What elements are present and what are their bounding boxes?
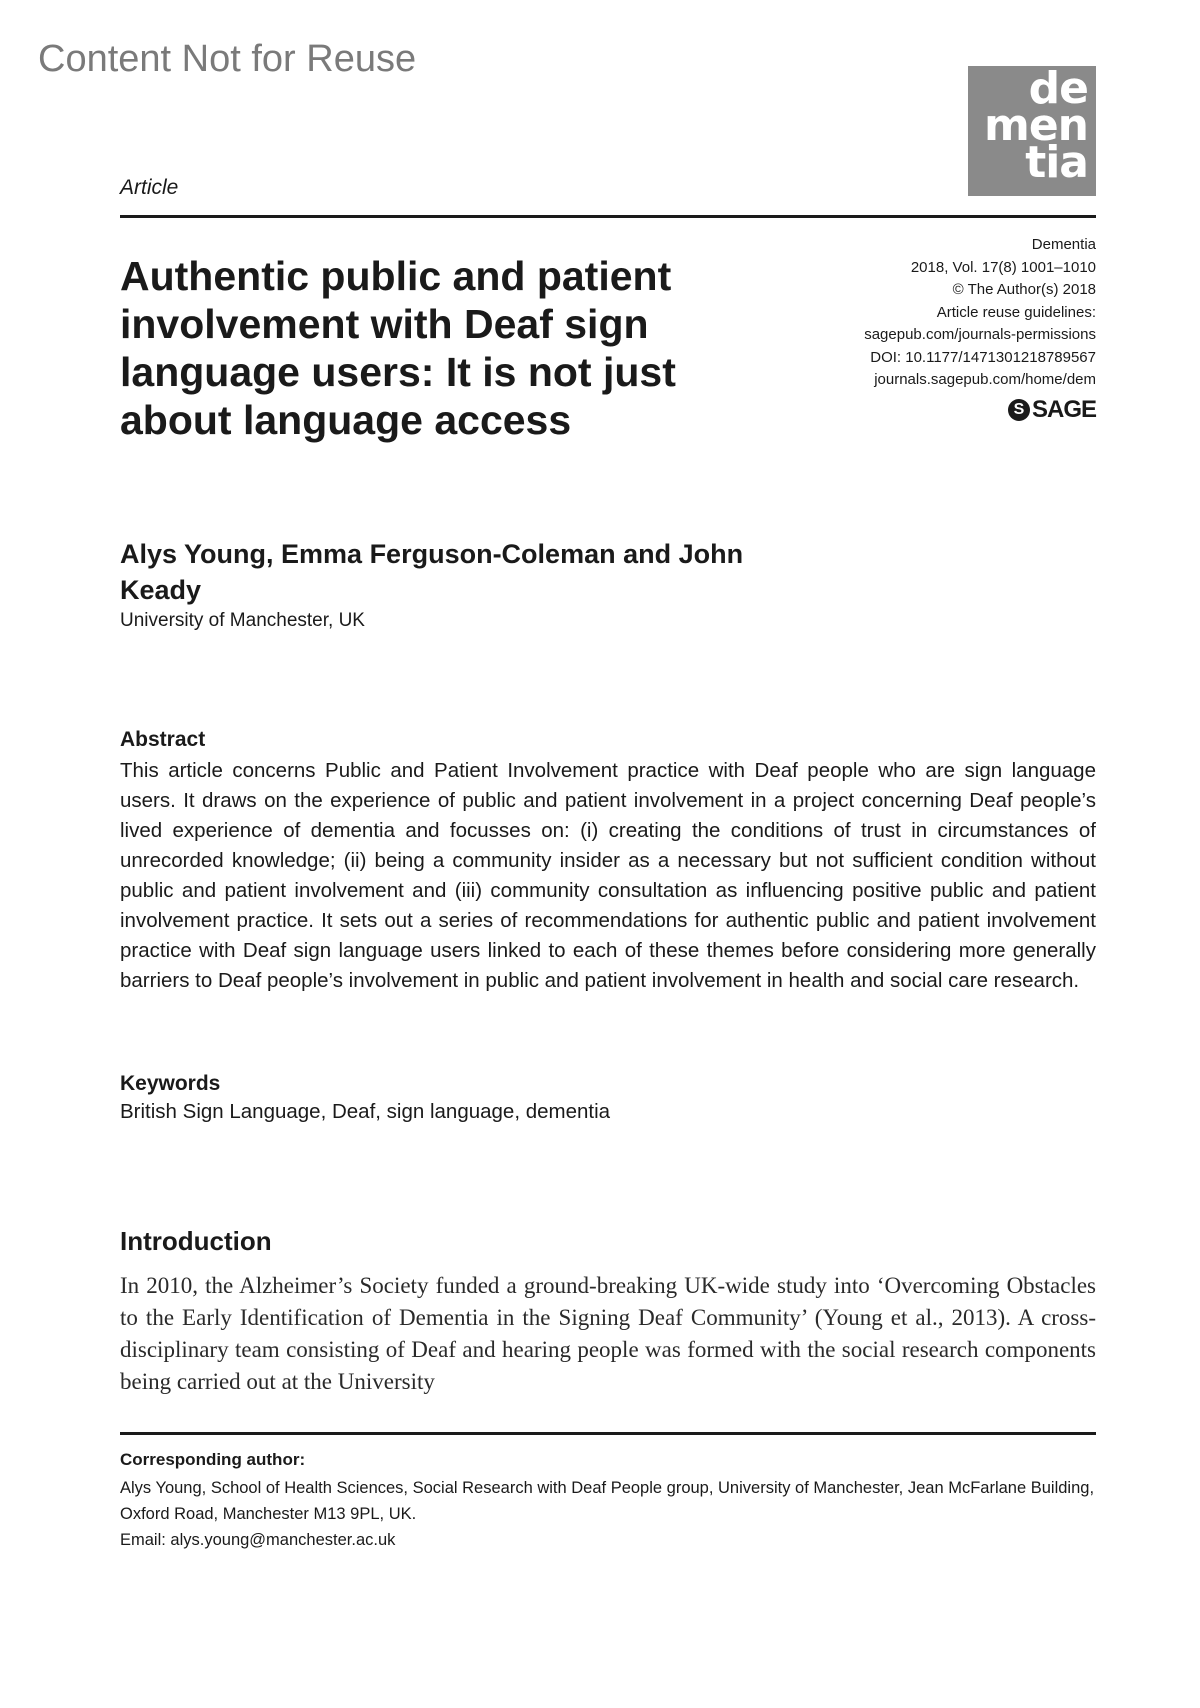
volume-info: 2018, Vol. 17(8) 1001–1010 <box>910 258 1096 276</box>
logo-line-3: tia <box>1025 137 1088 188</box>
sage-icon: S <box>1008 399 1030 421</box>
journal-logo <box>968 63 1096 196</box>
logo-line-2: men <box>983 100 1088 151</box>
copyright-notice: © The Author(s) 2018 <box>952 281 1096 298</box>
article-title: Authentic public and patient involvement with Deaf sign language users: It is not just about language access <box>120 253 676 443</box>
corresponding-email[interactable]: Email: alys.young@manchester.ac.uk <box>120 1531 396 1549</box>
author-list: Alys Young, Emma Ferguson-Coleman and John Keady <box>120 539 744 605</box>
keywords-text: British Sign Language, Deaf, sign language, dementia <box>120 1100 611 1123</box>
article-type-label: Article <box>120 176 179 199</box>
footnote-divider <box>120 1432 1096 1435</box>
corresponding-author-details <box>120 1475 1096 1553</box>
journal-name: Dementia <box>1031 236 1096 253</box>
doi-link[interactable]: DOI: 10.1177/1471301218789567 <box>870 348 1096 366</box>
introduction-text: In 2010, the Alzheimer’s Society funded a ground-breaking UK-wide study into ‘Overcoming Obstacles to the Early Identification of Dementia in the Signing Deaf Community’ (Young et al., 2013). A cross-disciplinary team consisting of Deaf and hearing people was formed with the social research components being carried out at the University <box>120 1273 1096 1394</box>
publisher-logo <box>1008 396 1096 424</box>
journal-url-link[interactable]: journals.sagepub.com/home/dem <box>874 371 1096 388</box>
publisher-name: SAGE <box>1031 396 1096 423</box>
abstract-text: This article concerns Public and Patient Involvement practice with Deaf people who are sign language users. It draws on the experience of public and patient involvement in a project concerning Deaf people’s lived experience of dementia and focusses on: (i) creating the conditions of trust in circumstances of unrecorded knowledge; (ii) being a community insider as a necessary but not sufficient condition without public and patient involvement and (iii) community consultation as influencing positive public and patient involvement practice. It sets out a series of recommendations for authentic public and patient involvement practice with Deaf sign language users linked to each of these themes before considering more generally barriers to Deaf people’s involvement in public and patient involvement in health and social care research. <box>120 759 1096 992</box>
reuse-link[interactable]: sagepub.com/journals-permissions <box>864 326 1096 343</box>
header-divider <box>120 215 1096 218</box>
publication-meta <box>776 234 1096 392</box>
reuse-label: Article reuse guidelines: <box>936 303 1096 321</box>
introduction-heading: Introduction <box>120 1226 272 1256</box>
keywords-heading: Keywords <box>120 1072 221 1095</box>
corresponding-address: Alys Young, School of Health Sciences, Social Research with Deaf People group, University of Manchester, Jean McFarlane Building, Oxford Road, Manchester M13 9PL, UK. <box>120 1479 1095 1523</box>
logo-line-1: de <box>1028 63 1088 114</box>
watermark: Content Not for Reuse <box>38 38 417 80</box>
author-affiliation: University of Manchester, UK <box>120 610 365 631</box>
abstract-heading: Abstract <box>120 728 206 751</box>
corresponding-author-label: Corresponding author: <box>120 1450 306 1469</box>
